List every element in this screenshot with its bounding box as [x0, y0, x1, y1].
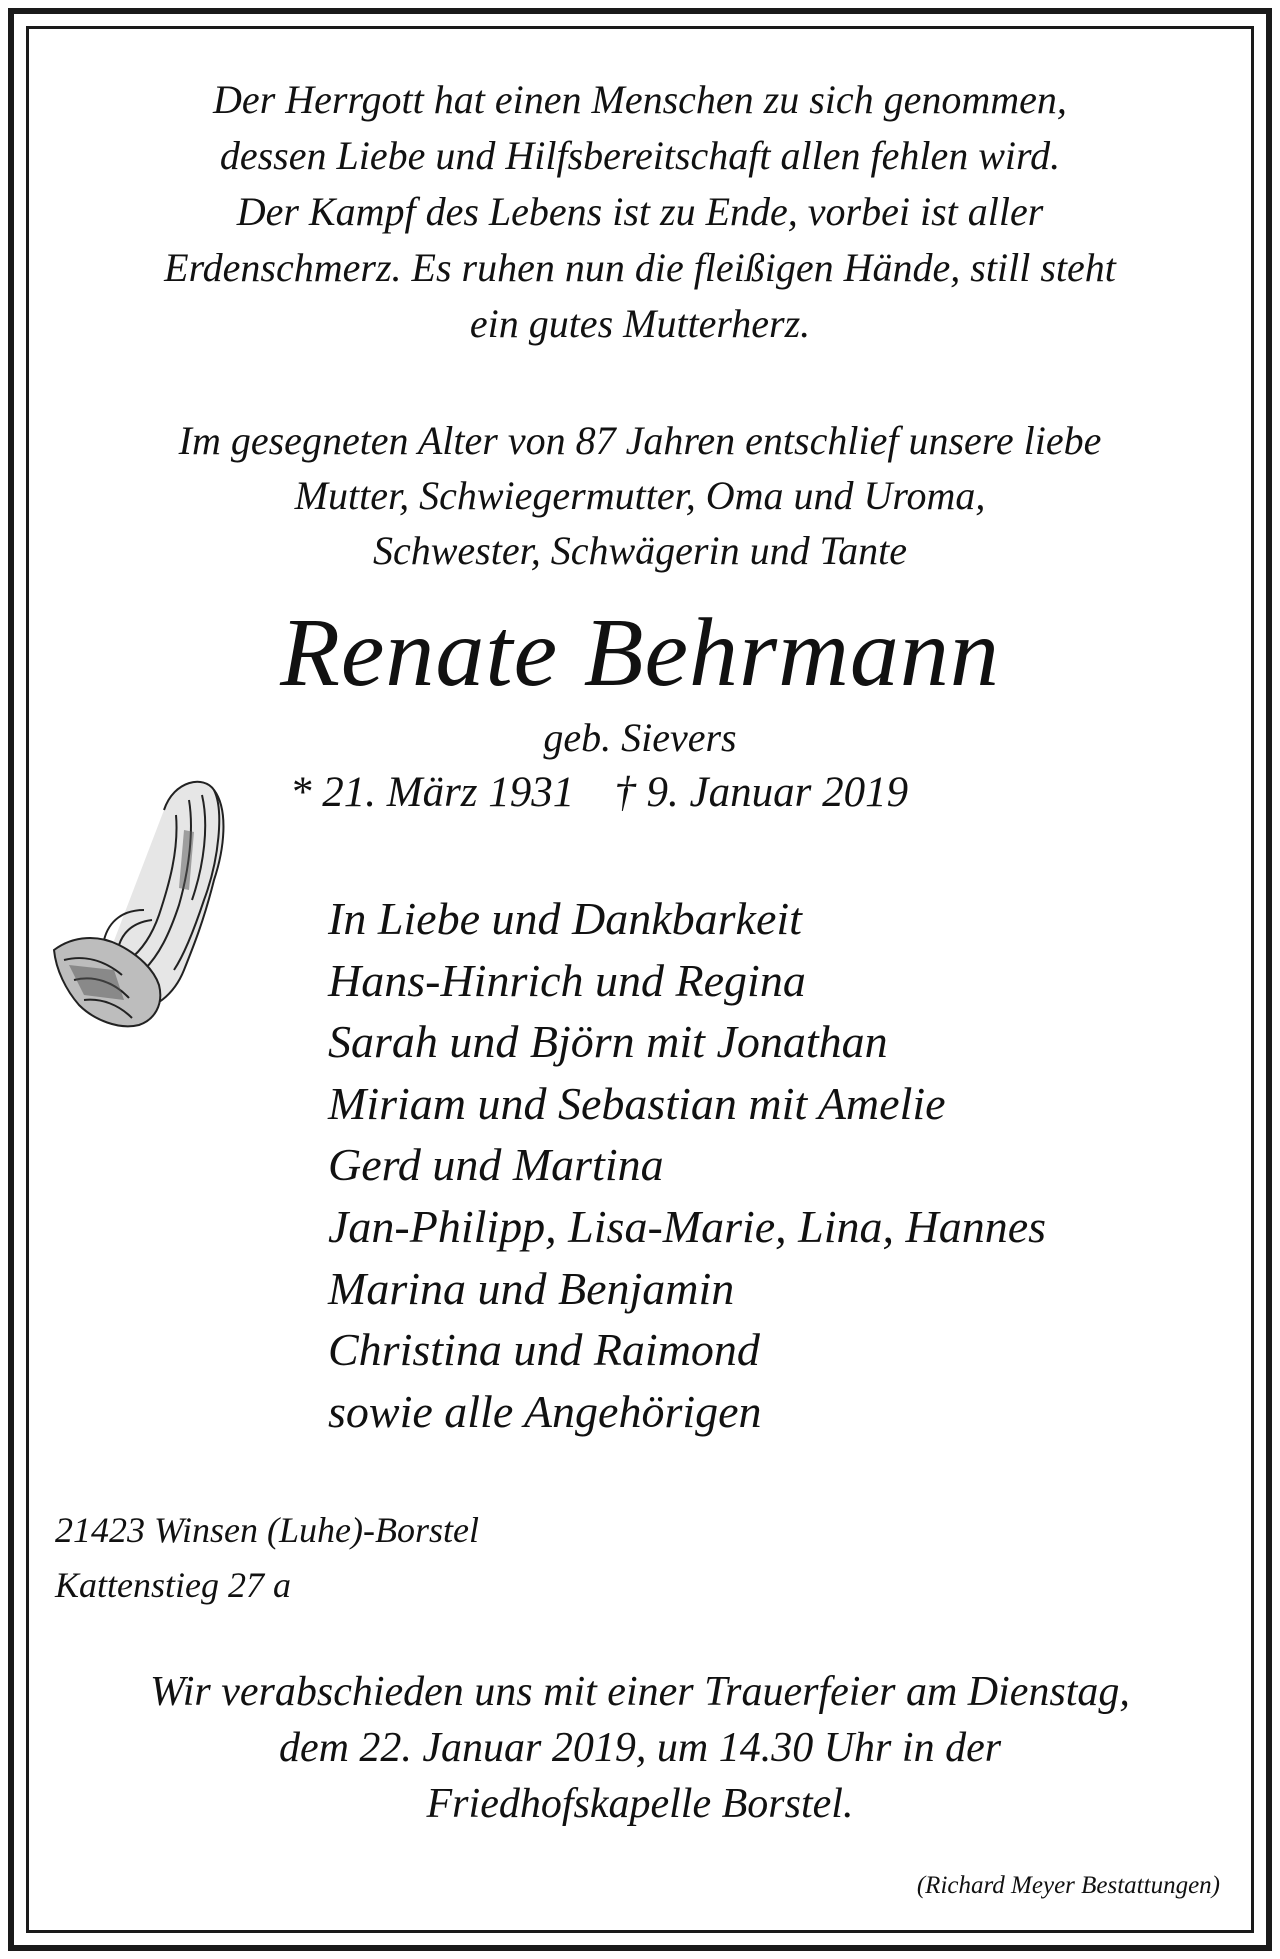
ceremony-line: Wir verabschieden uns mit einer Trauerfeier am Dienstag, — [150, 1669, 1130, 1715]
family-line: Jan-Philipp, Lisa-Marie, Lina, Hannes — [328, 1200, 1047, 1252]
intro-line: dessen Liebe und Hilfsbereitschaft allen fehlen wird. — [219, 133, 1061, 178]
life-dates — [290, 766, 948, 820]
intro-line: Der Herrgott hat einen Menschen zu sich genommen, — [213, 77, 1067, 122]
address — [55, 1503, 479, 1613]
intro-verse — [40, 72, 1240, 352]
family-list — [328, 888, 1046, 1442]
undertaker-credit: (Richard Meyer Bestattungen) — [916, 1872, 1220, 1899]
address-line: 21423 Winsen (Luhe)-Borstel — [55, 1510, 479, 1550]
family-line: Miriam und Sebastian mit Amelie — [328, 1077, 946, 1129]
family-line: In Liebe und Dankbarkeit — [328, 893, 802, 944]
intro-line: Erdenschmerz. Es ruhen nun die fleißigen Hände, still steht — [164, 245, 1116, 290]
ceremony-info — [40, 1664, 1240, 1832]
maiden-name: geb. Sievers — [543, 715, 737, 760]
intro-line: ein gutes Mutterherz. — [469, 301, 811, 346]
family-line: Hans-Hinrich und Regina — [328, 954, 806, 1006]
family-line: Gerd und Martina — [328, 1139, 664, 1191]
address-line: Kattenstieg 27 a — [55, 1565, 291, 1605]
announcement — [40, 413, 1240, 578]
announcement-line: Im gesegneten Alter von 87 Jahren entschlief unsere liebe — [178, 418, 1102, 463]
announcement-line: Schwester, Schwägerin und Tante — [372, 528, 908, 573]
family-line: Marina und Benjamin — [328, 1262, 735, 1314]
announcement-line: Mutter, Schwiegermutter, Oma und Uroma, — [294, 473, 986, 518]
ceremony-line: dem 22. Januar 2019, um 14.30 Uhr in der — [278, 1725, 1002, 1771]
deceased-name: Renate Behrmann — [280, 599, 1000, 707]
ceremony-line: Friedhofskapelle Borstel. — [426, 1781, 854, 1827]
family-line: sowie alle Angehörigen — [328, 1385, 762, 1437]
birth-date: * 21. März 1931 — [290, 769, 575, 816]
family-line: Sarah und Björn mit Jonathan — [328, 1016, 888, 1068]
death-date: † 9. Januar 2019 — [614, 769, 909, 816]
praying-hands-icon — [44, 770, 264, 1030]
family-line: Christina und Raimond — [328, 1324, 760, 1376]
intro-line: Der Kampf des Lebens ist zu Ende, vorbei ist aller — [236, 189, 1044, 234]
